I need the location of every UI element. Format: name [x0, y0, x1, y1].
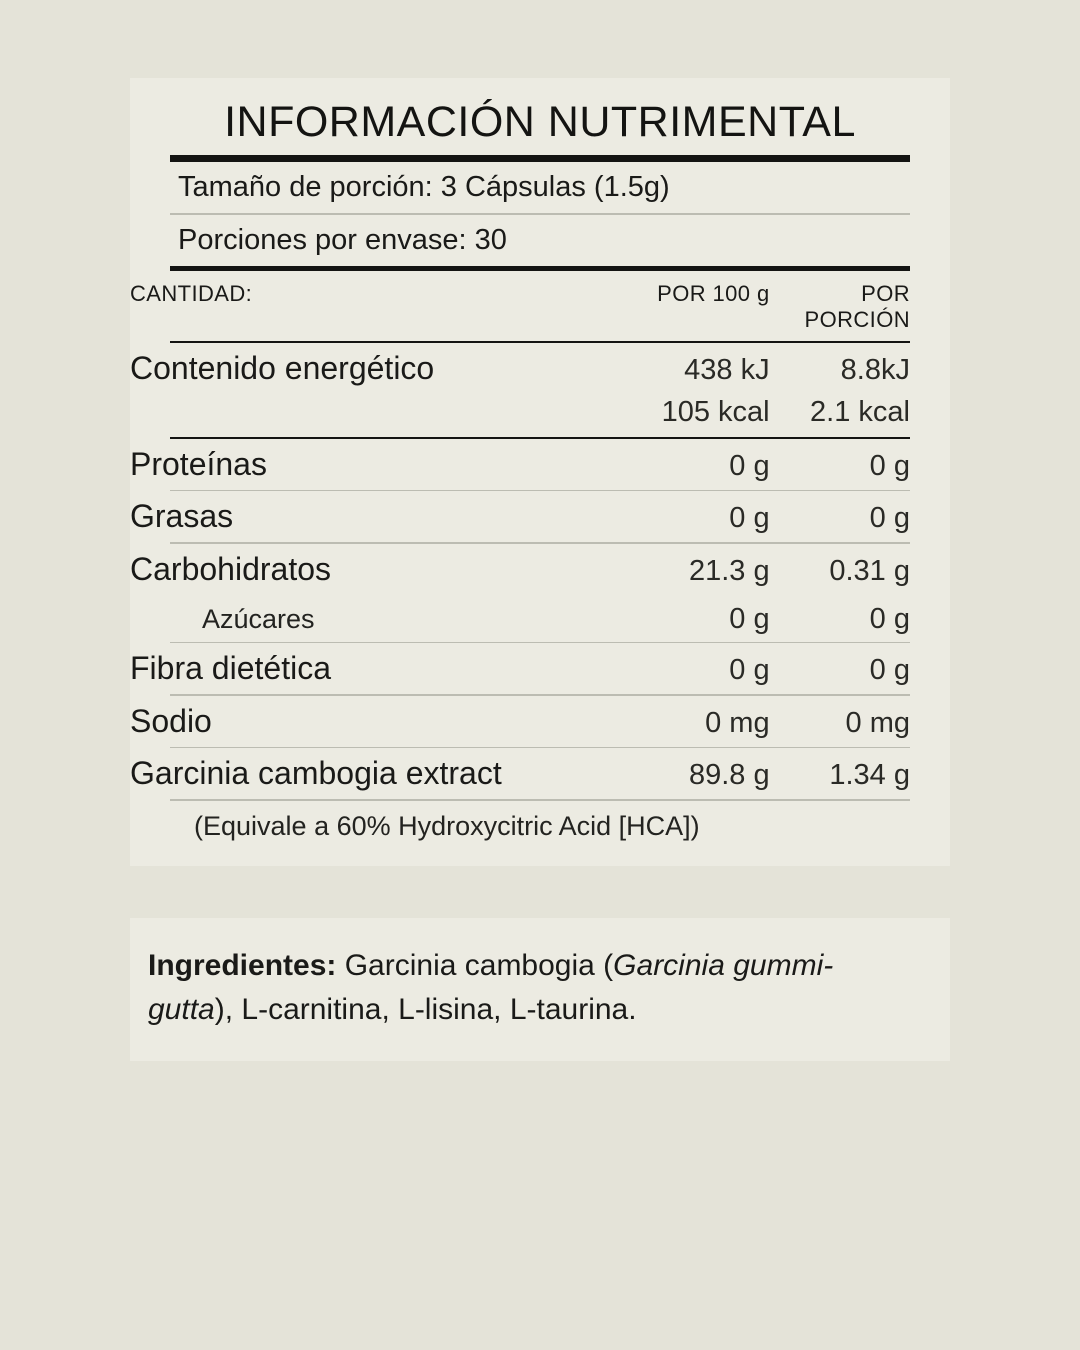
row-value-sugars-100g: 0 g [729, 602, 770, 635]
row-value-garcinia-serving: 1.34 g [829, 759, 910, 791]
row-label-energy-kcal [130, 394, 589, 437]
row-value-carbohydrates-100g: 21.3 g [688, 554, 770, 587]
row-value-carbohydrates-serving: 0.31 g [829, 554, 910, 587]
row-value-energy-100g: 438 kJ [684, 353, 770, 386]
table-row [130, 439, 950, 490]
row-value-sodium-serving: 0 mg [845, 706, 910, 739]
row-value-energy-serving: 8.8kJ [840, 353, 910, 386]
column-header-per-serving: POR PORCIÓN [804, 280, 910, 332]
servings-per-container-line [130, 215, 950, 266]
nutrition-table [130, 271, 950, 341]
ingredients-text-part2: ), L-carnitina, L-lisina, L-taurina. [214, 992, 637, 1026]
ingredients-scientific-name: Garcinia gummi-gutta [148, 949, 834, 1026]
row-label-garcinia-extract: Garcinia cambogia extract [130, 755, 502, 791]
page-title: INFORMACIÓN NUTRIMENTAL [224, 98, 856, 146]
nutrition-table-carbs [130, 544, 950, 642]
serving-size-label: Tamaño de porción: [178, 171, 433, 203]
row-value-fat-100g: 0 g [729, 502, 770, 534]
table-row [130, 394, 950, 437]
nutrition-table-nutrients [130, 439, 950, 490]
row-label-fat: Grasas [130, 498, 234, 534]
row-label-energy: Contenido energético [130, 349, 435, 386]
ingredients-text-part1: Garcinia cambogia ( [336, 949, 614, 982]
row-label-sodium: Sodio [130, 702, 212, 739]
column-header-amount: CANTIDAD: [130, 280, 253, 306]
row-value-sodium-100g: 0 mg [705, 706, 770, 739]
row-value-energy-kcal-100g: 105 kcal [661, 395, 770, 428]
table-row [130, 544, 950, 595]
row-value-fiber-serving: 0 g [869, 654, 910, 686]
column-header-per-100g: POR 100 g [657, 280, 770, 306]
row-label-sugars: Azúcares [202, 603, 315, 634]
nutrition-table-fiber [130, 643, 950, 694]
table-row [130, 343, 950, 394]
servings-per-container-label: Porciones por envase: [178, 223, 467, 256]
table-header-row [130, 271, 950, 341]
nutrition-table-garcinia [130, 748, 950, 799]
serving-size-value: 3 Cápsulas (1.5g) [440, 171, 670, 203]
ingredients-label: Ingredientes: [148, 949, 337, 982]
row-label-fiber: Fibra dietética [130, 650, 331, 686]
row-value-sugars-serving: 0 g [869, 602, 910, 635]
row-value-fiber-100g: 0 g [729, 654, 770, 686]
table-row [130, 491, 950, 542]
divider-title [170, 155, 910, 162]
row-value-protein-serving: 0 g [869, 449, 910, 482]
ingredients-panel [130, 918, 950, 1061]
row-value-energy-kcal-serving: 2.1 kcal [810, 395, 910, 428]
table-row [130, 696, 950, 747]
nutrition-table-fats [130, 491, 950, 542]
row-value-protein-100g: 0 g [729, 449, 770, 482]
row-label-carbohydrates: Carbohidratos [130, 550, 331, 587]
row-value-fat-serving: 0 g [869, 502, 910, 534]
serving-size-line [130, 162, 950, 213]
row-value-garcinia-100g: 89.8 g [688, 759, 770, 791]
table-row [130, 643, 950, 694]
nutrition-table-sodium [130, 696, 950, 747]
equivalence-note: (Equivale a 60% Hydroxycitric Acid [HCA]) [194, 810, 700, 841]
servings-per-container-value: 30 [474, 223, 507, 256]
nutrition-table-body [130, 343, 950, 437]
table-row [130, 595, 950, 642]
table-row [130, 748, 950, 799]
row-label-protein: Proteínas [130, 445, 267, 482]
nutrition-facts-panel [130, 78, 950, 866]
